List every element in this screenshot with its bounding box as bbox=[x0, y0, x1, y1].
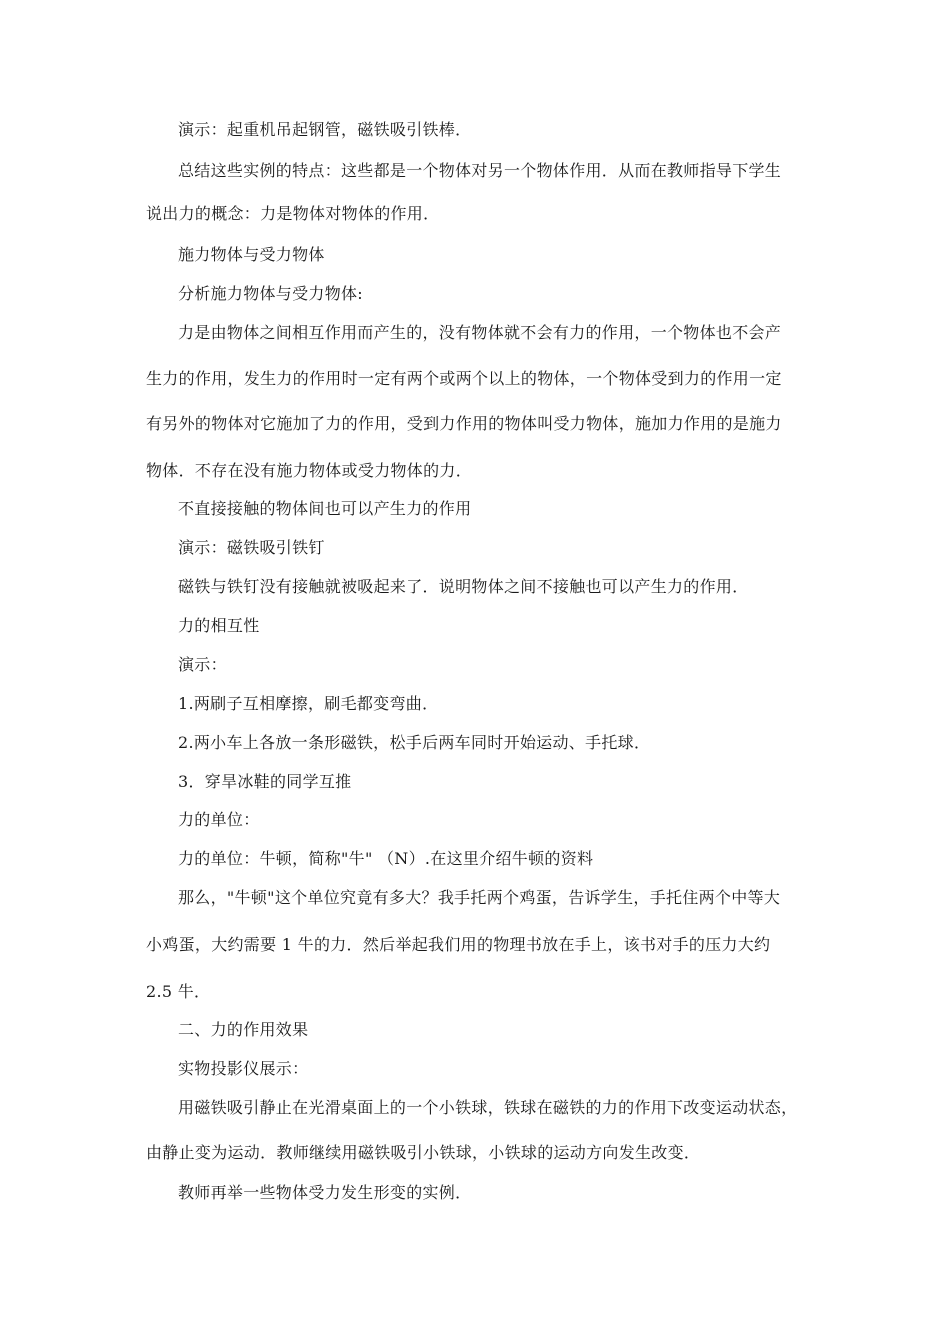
paragraph-line: 用磁铁吸引静止在光滑桌面上的一个小铁球，铁球在磁铁的力的作用下改变运动状态， bbox=[178, 1098, 798, 1117]
section-heading: 二、力的作用效果 bbox=[178, 1020, 309, 1039]
paragraph-line: 力的单位：牛顿，简称"牛" （N）.在这里介绍牛顿的资料 bbox=[178, 849, 594, 868]
paragraph-line: 总结这些实例的特点：这些都是一个物体对另一个物体作用．从而在教师指导下学生 bbox=[178, 161, 782, 180]
paragraph-line: 物体．不存在没有施力物体或受力物体的力． bbox=[146, 461, 473, 480]
paragraph-line: 教师再举一些物体受力发生形变的实例． bbox=[178, 1183, 472, 1202]
paragraph-line: 2.5 牛． bbox=[146, 982, 211, 1001]
section-heading: 力的单位： bbox=[178, 810, 260, 829]
paragraph-line: 说出力的概念：力是物体对物体的作用． bbox=[146, 204, 440, 223]
paragraph-line: 磁铁与铁钉没有接触就被吸起来了．说明物体之间不接触也可以产生力的作用． bbox=[178, 577, 749, 596]
section-heading: 力的相互性 bbox=[178, 616, 260, 635]
paragraph-line: 演示：起重机吊起钢管，磁铁吸引铁棒． bbox=[178, 120, 472, 139]
list-item: 1.两刷子互相摩擦，刷毛都变弯曲． bbox=[178, 694, 439, 713]
paragraph-line: 那么，"牛顿"这个单位究竟有多大？我手托两个鸡蛋，告诉学生，手托住两个中等大 bbox=[178, 888, 781, 907]
list-item: 2.两小车上各放一条形磁铁，松手后两车同时开始运动、手托球． bbox=[178, 733, 651, 752]
paragraph-line: 演示：磁铁吸引铁钉 bbox=[178, 538, 325, 557]
paragraph-line: 演示： bbox=[178, 655, 227, 674]
paragraph-line: 生力的作用，发生力的作用时一定有两个或两个以上的物体，一个物体受到力的作用一定 bbox=[146, 369, 782, 388]
paragraph-line: 实物投影仪展示： bbox=[178, 1059, 309, 1078]
paragraph-line: 由静止变为运动．教师继续用磁铁吸引小铁球，小铁球的运动方向发生改变． bbox=[146, 1143, 701, 1162]
paragraph-line: 力是由物体之间相互作用而产生的，没有物体就不会有力的作用，一个物体也不会产 bbox=[178, 323, 782, 342]
section-heading: 不直接接触的物体间也可以产生力的作用 bbox=[178, 499, 472, 518]
paragraph-line: 小鸡蛋，大约需要 1 牛的力．然后举起我们用的物理书放在手上，该书对手的压力大约 bbox=[146, 935, 771, 954]
section-heading: 施力物体与受力物体 bbox=[178, 245, 325, 264]
paragraph-line: 分析施力物体与受力物体: bbox=[178, 284, 363, 303]
list-item: 3．穿旱冰鞋的同学互推 bbox=[178, 772, 352, 791]
paragraph-line: 有另外的物体对它施加了力的作用，受到力作用的物体叫受力物体，施加力作用的是施力 bbox=[146, 414, 782, 433]
